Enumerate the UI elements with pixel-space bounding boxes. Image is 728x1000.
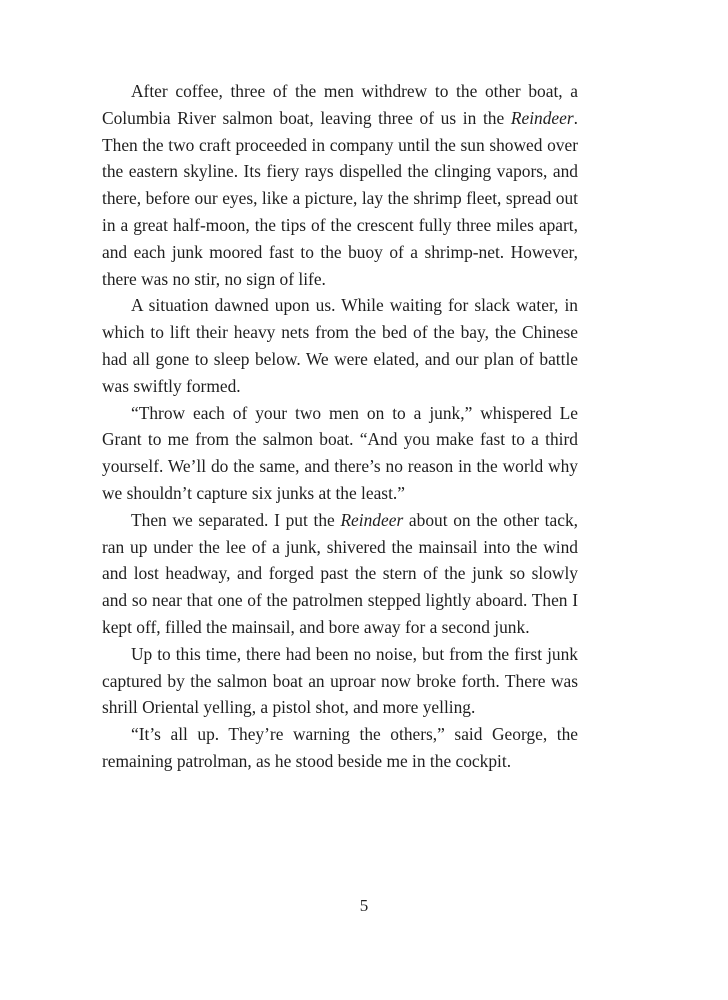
body-text (102, 78, 578, 775)
text-run: about on the other tack, ran up under the lee of a junk, shivered the mainsail into the wind and lost headway, and forged past the stern of the junk so slowly and so near that one of the patrolmen stepped lightly aboard. Then I kept off, filled the mainsail, and bore away for a second junk. (102, 509, 578, 637)
paragraph (102, 400, 578, 507)
paragraph (102, 507, 578, 641)
paragraph (102, 78, 578, 292)
text-run: A situation dawned upon us. While waiting for slack water, in which to lift their heavy nets from the bed of the bay, the Chinese had all gone to sleep below. We were elated, and our plan of battle was swiftly formed. (102, 295, 578, 396)
ship-name: Reindeer (340, 509, 404, 530)
paragraph (102, 721, 578, 775)
ship-name: Reindeer (510, 107, 574, 128)
page-number: 5 (359, 896, 369, 915)
paragraph (102, 641, 578, 721)
text-run: Up to this time, there had been no noise, but from the first junk captured by the salmon boat an uproar now broke forth. There was shrill Oriental yelling, a pistol shot, and more yelling. (102, 643, 578, 718)
text-run: Then we separated. I put the (131, 509, 341, 530)
text-run: . Then the two craft proceeded in company until the sun showed over the eastern skyline. Its fiery rays dispelled the clinging vapors, and there, before our eyes, like a picture, lay the shrimp fleet, spread out in a great half-moon, the tips of the crescent fully three miles apart, and each junk moored fast to the buoy of a shrimp-net. However, there was no stir, no sign of life. (102, 107, 578, 289)
text-run: “Throw each of your two men on to a junk,” whispered Le Grant to me from the salmon boat. “And you make fast to a third yourself. We’ll do the same, and there’s no reason in the world why we shouldn’t capture six junks at the least.” (102, 402, 578, 503)
text-run: After coffee, three of the men withdrew to the other boat, a Columbia River salmon boat, leaving three of us in the (102, 81, 578, 128)
paragraph (102, 292, 578, 399)
text-run: “It’s all up. They’re warning the others,” said George, the remaining patrolman, as he stood beside me in the cockpit. (102, 724, 578, 771)
